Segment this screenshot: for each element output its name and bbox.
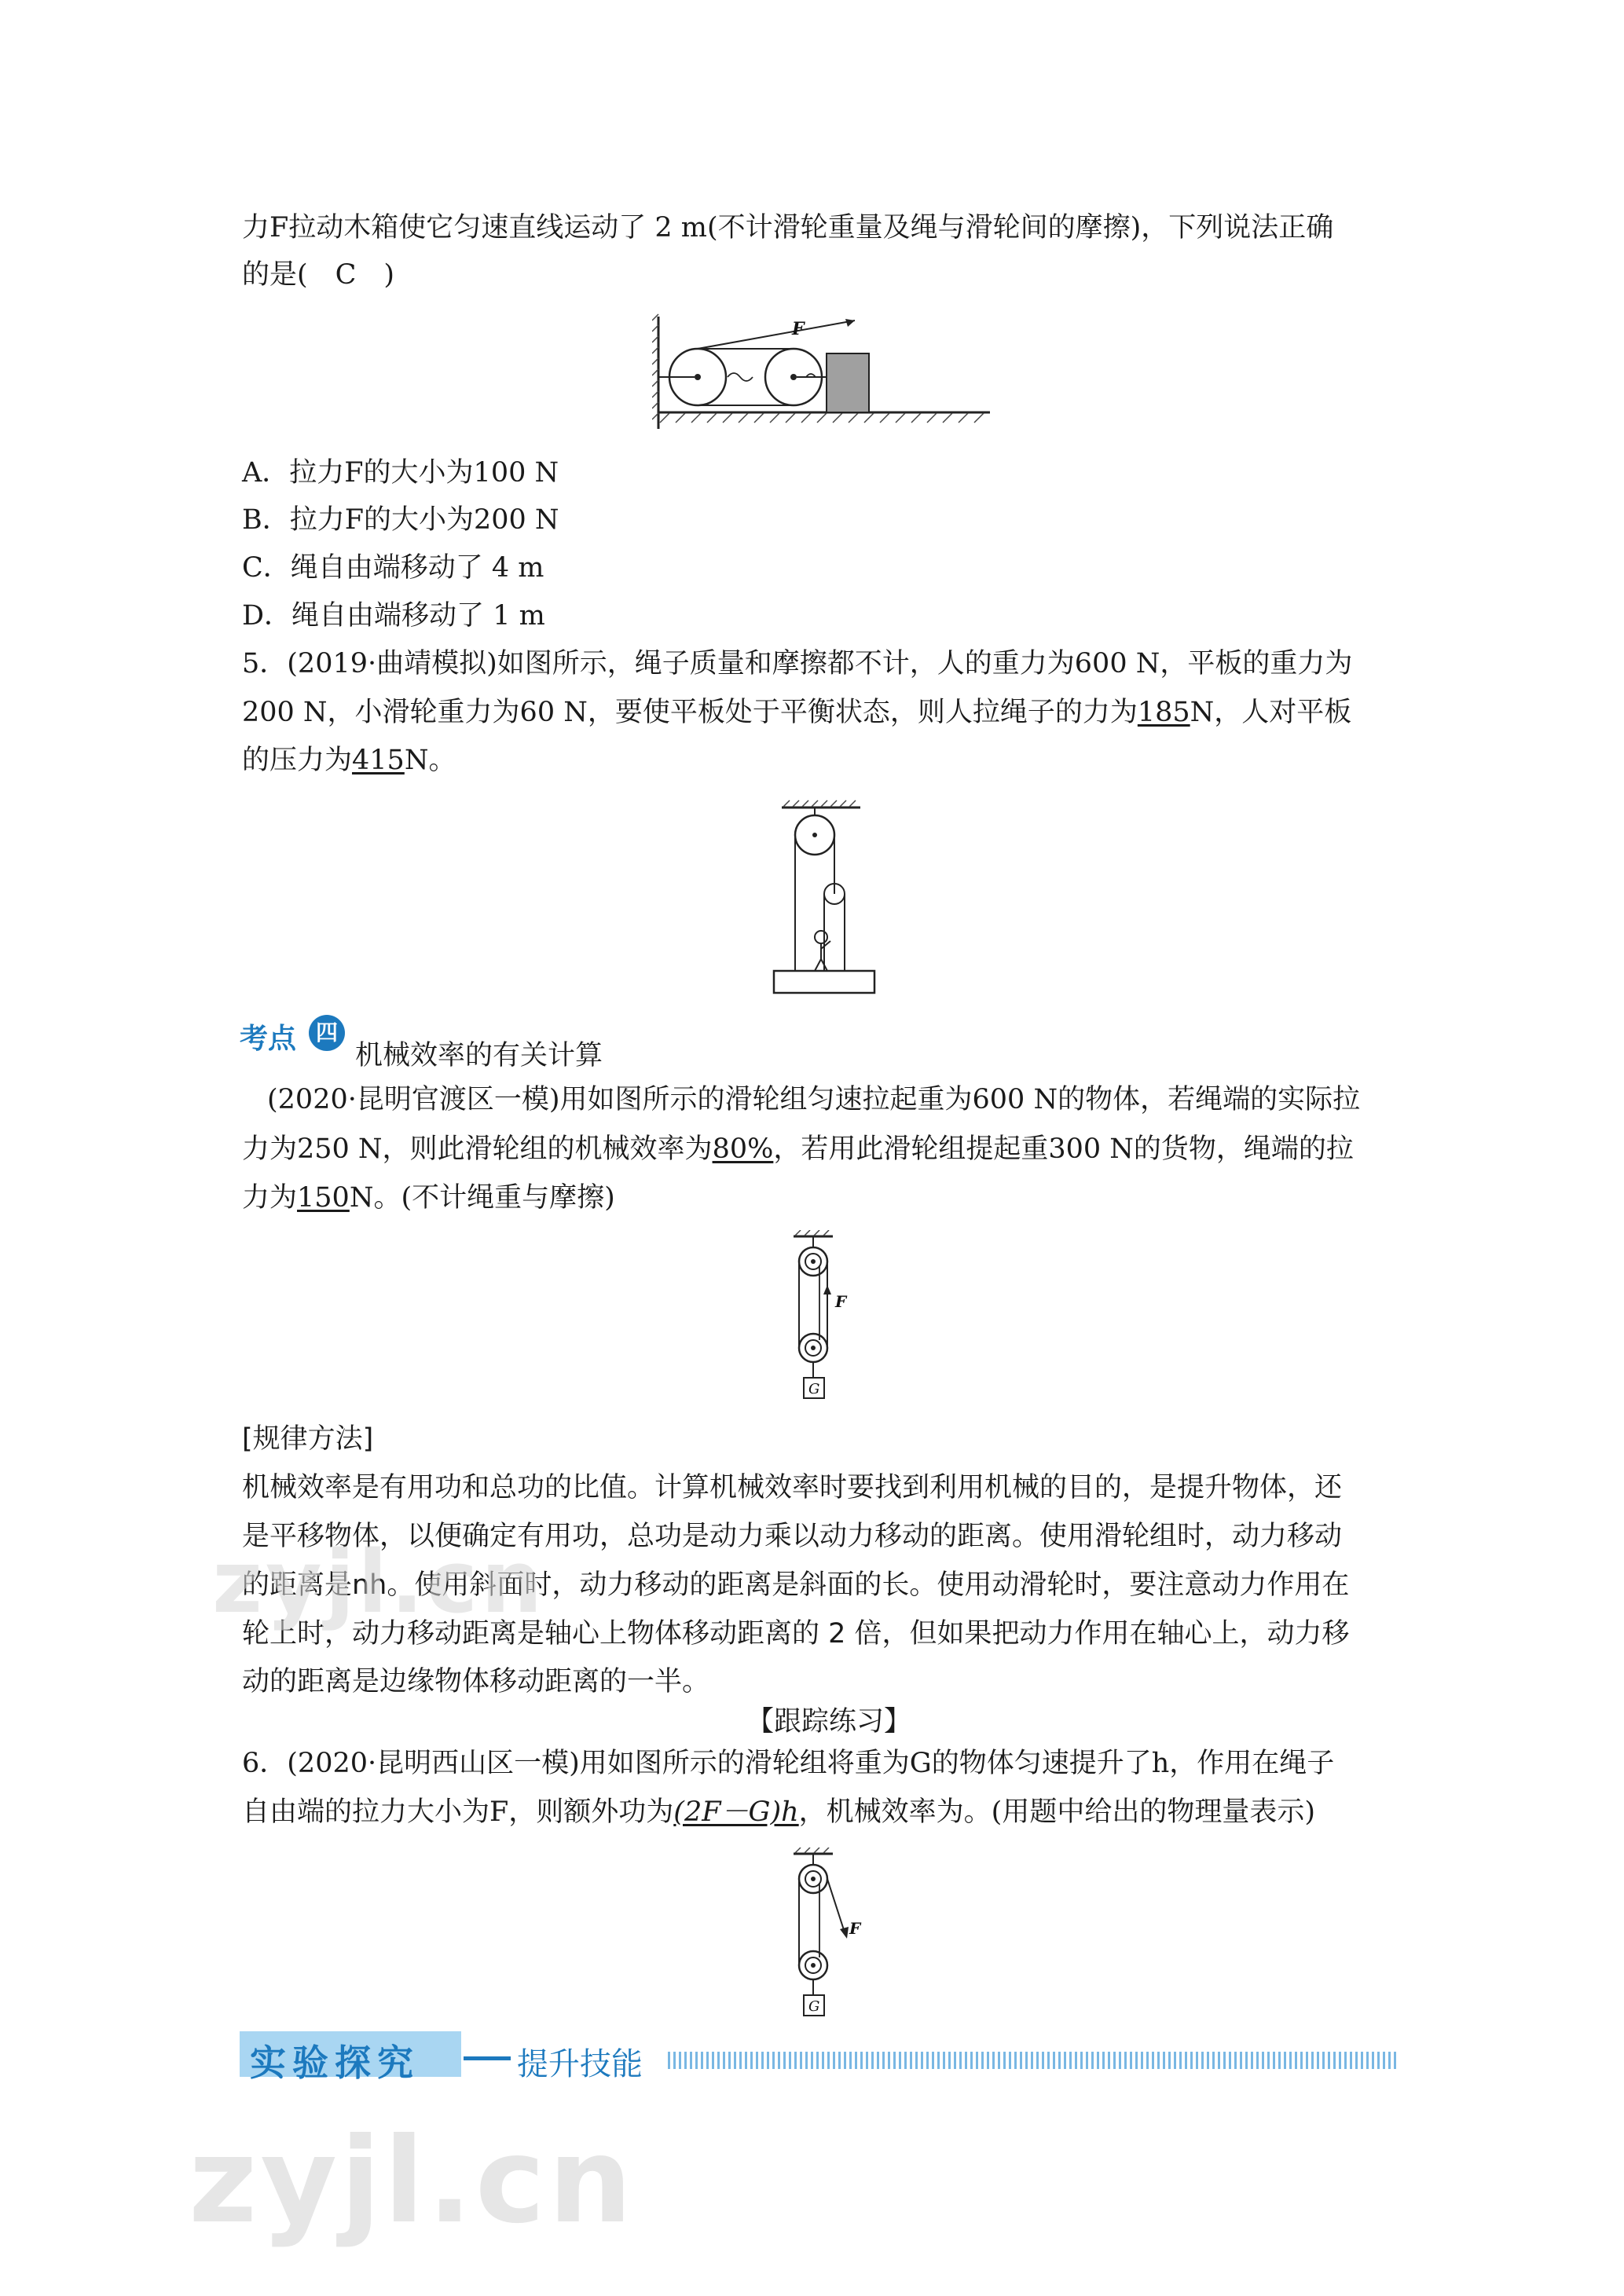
- method-line3: 的距离是nh。使用斜面时，动力移动的距离是斜面的长。使用动滑轮时，要注意动力作用在: [242, 1569, 1350, 1601]
- fig2-force-label: F: [849, 1919, 861, 1938]
- example-answer-efficiency: 80%: [712, 1133, 774, 1165]
- q4-stem-line2: 的是( C ): [242, 259, 395, 291]
- example-answer-force: 150: [297, 1182, 350, 1214]
- option-d: D．绳自由端移动了 1 m: [242, 600, 545, 632]
- method-line2: 是平移物体，以便确定有用功，总功是动力乘以动力移动的距离。使用滑轮组时，动力移动: [242, 1521, 1343, 1552]
- fig2-weight-label: G: [808, 1998, 820, 2015]
- option-c: C．绳自由端移动了 4 m: [242, 552, 544, 584]
- example-line2: 力为250 N，则此滑轮组的机械效率为80%，若用此滑轮组提起重300 N的货物，绳端的拉: [242, 1133, 1354, 1165]
- method-line4: 轮上时，动力移动距离是轴心上物体移动距离的 2 倍，但如果把动力作用在轴心上，动力移: [242, 1618, 1350, 1650]
- q4-stem-line1: 力F拉动木箱使它匀速直线运动了 2 m(不计滑轮重量及绳与滑轮间的摩擦)，下列说法正确: [242, 212, 1334, 244]
- person-plank-pulley-figure: [766, 800, 884, 996]
- fig1-force-label: F: [835, 1292, 847, 1311]
- kaodian-title: 机械效率的有关计算: [355, 1040, 603, 1071]
- option-b: B．拉力F的大小为200 N: [242, 504, 559, 536]
- option-a: A．拉力F的大小为100 N: [242, 457, 559, 489]
- watermark-bottom: zyjl.cn: [189, 2113, 636, 2250]
- pulley-box-figure: [652, 313, 998, 438]
- q5-line3: 的压力为415N。: [242, 745, 456, 776]
- q6-answer-extra-work: (2F－G)h: [673, 1796, 799, 1828]
- method-line5: 动的距离是边缘物体移动距离的一半。: [242, 1666, 710, 1697]
- pulley-block-figure-2: [782, 1847, 868, 2028]
- q5-answer-pull: 185: [1137, 697, 1190, 728]
- q5-line2: 200 N，小滑轮重力为60 N，要使平板处于平衡状态，则人拉绳子的力为185N，人对平板: [242, 697, 1352, 728]
- section-decorative-stripes: [668, 2052, 1399, 2069]
- q5-answer-pressure: 415: [352, 745, 405, 776]
- practice-heading: 【跟踪练习】: [746, 1706, 912, 1738]
- q6-line1: 6．(2020·昆明西山区一模)用如图所示的滑轮组将重为G的物体匀速提升了h，作用在绳子: [242, 1748, 1335, 1779]
- method-line1: 机械效率是有用功和总功的比值。计算机械效率时要找到利用机械的目的，是提升物体，还: [242, 1472, 1343, 1503]
- section-title: 实验探究: [250, 2041, 420, 2084]
- method-heading: [规律方法]: [242, 1423, 374, 1455]
- example-line3: 力为150N。(不计绳重与摩擦): [242, 1182, 615, 1214]
- example-line1: (2020·昆明官渡区一模)用如图所示的滑轮组匀速拉起重为600 N的物体，若绳端的实际拉: [267, 1084, 1361, 1115]
- kaodian-number-badge: 四: [309, 1015, 345, 1051]
- section-subtitle: 提升技能: [517, 2046, 643, 2082]
- q6-line2: 自由端的拉力大小为F，则额外功为(2F－G)h，机械效率为。(用题中给出的物理量表示): [242, 1796, 1315, 1828]
- kaodian-label: 考点: [240, 1023, 297, 1055]
- pulley-block-figure-1: [782, 1230, 868, 1411]
- fig1-weight-label: G: [808, 1381, 820, 1397]
- watermark-middle: zyjl.cn: [212, 1532, 546, 1632]
- force-label: F: [792, 319, 805, 339]
- section-dash: [464, 2056, 511, 2060]
- q5-line1: 5．(2019·曲靖模拟)如图所示，绳子质量和摩擦都不计，人的重力为600 N，平板的重力为: [242, 648, 1353, 679]
